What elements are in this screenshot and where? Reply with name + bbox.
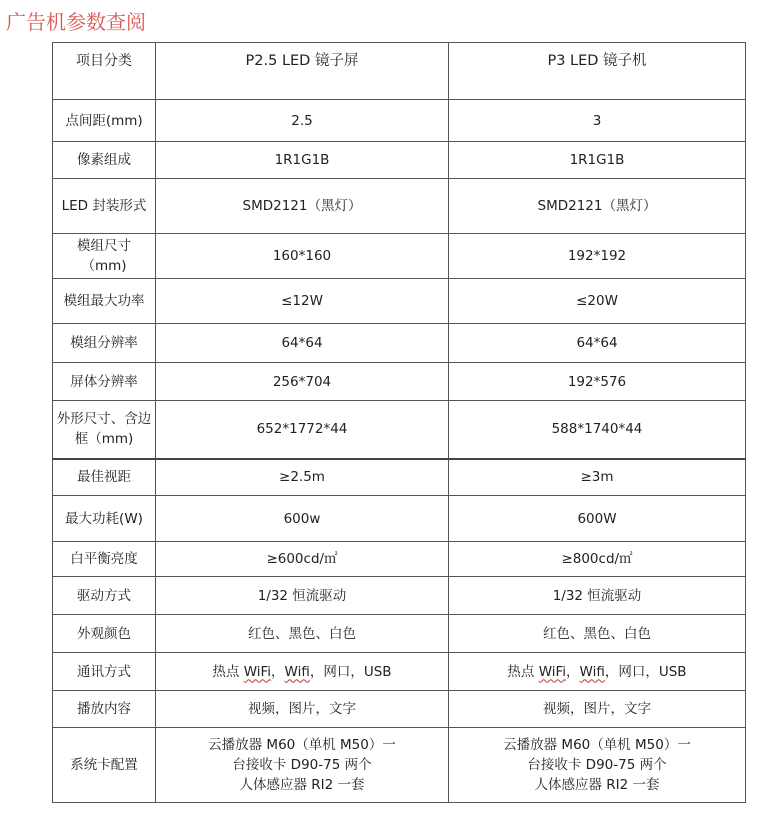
- header-col-p25: P2.5 LED 镜子屏: [156, 43, 449, 100]
- row-value-p3: 3: [449, 100, 746, 142]
- table-row: [53, 542, 746, 577]
- system-card-line: 云播放器 M60（单机 M50）一: [503, 737, 691, 753]
- row-label: LED 封装形式: [53, 179, 156, 234]
- row-value-p25: [156, 653, 449, 691]
- row-value-p25: 红色、黑色、白色: [156, 615, 449, 653]
- system-card-line: 云播放器 M60（单机 M50）一: [208, 737, 396, 753]
- row-label: 模组分辨率: [53, 324, 156, 363]
- row-value-p3: [449, 653, 746, 691]
- row-value-p3: ≤20W: [449, 279, 746, 324]
- row-label: 像素组成: [53, 142, 156, 179]
- row-value-p25: 1R1G1B: [156, 142, 449, 179]
- table-header-row: [53, 43, 746, 100]
- table-row: [53, 496, 746, 542]
- row-value-p3: 64*64: [449, 324, 746, 363]
- row-value-p3: 红色、黑色、白色: [449, 615, 746, 653]
- table-row: [53, 234, 746, 279]
- row-value-p3: [449, 728, 746, 803]
- row-value-p25: 160*160: [156, 234, 449, 279]
- row-value-p3: SMD2121（黑灯）: [449, 179, 746, 234]
- table-row: [53, 100, 746, 142]
- row-label: 外形尺寸、含边框（mm): [53, 401, 156, 459]
- row-value-p25: ≤12W: [156, 279, 449, 324]
- row-value-p25: 256*704: [156, 363, 449, 401]
- row-value-p25: 652*1772*44: [156, 401, 449, 459]
- spec-table: [52, 42, 746, 803]
- row-value-p25: 1/32 恒流驱动: [156, 577, 449, 615]
- table-row: [53, 142, 746, 179]
- system-card-line: 人体感应器 RI2 一套: [239, 777, 365, 793]
- row-label: 模组最大功率: [53, 279, 156, 324]
- row-label: 模组尺寸（mm): [53, 234, 156, 279]
- row-value-p25: ≥600cd/㎡: [156, 542, 449, 577]
- row-value-p3: 192*576: [449, 363, 746, 401]
- row-value-p3: 视频，图片，文字: [449, 691, 746, 728]
- row-value-p3: ≥3m: [449, 459, 746, 496]
- row-value-p3: ≥800cd/㎡: [449, 542, 746, 577]
- system-card-line: 台接收卡 D90-75 两个: [232, 757, 372, 773]
- row-value-p25: 64*64: [156, 324, 449, 363]
- row-value-p3: 588*1740*44: [449, 401, 746, 459]
- row-label: 外观颜色: [53, 615, 156, 653]
- page-title: 广告机参数查阅: [6, 10, 146, 34]
- row-value-p3: 1/32 恒流驱动: [449, 577, 746, 615]
- row-value-p25: 视频，图片，文字: [156, 691, 449, 728]
- comm-text: 热点 WiFi，Wifi，网口，USB: [507, 663, 687, 680]
- row-label: 系统卡配置: [53, 728, 156, 803]
- row-value-p3: 1R1G1B: [449, 142, 746, 179]
- header-col-p3: P3 LED 镜子机: [449, 43, 746, 100]
- table-row: [53, 401, 746, 459]
- table-row: [53, 691, 746, 728]
- table-row: [53, 363, 746, 401]
- row-value-p3: 192*192: [449, 234, 746, 279]
- row-label: 最大功耗(W): [53, 496, 156, 542]
- table-row: [53, 615, 746, 653]
- system-card-line: 台接收卡 D90-75 两个: [527, 757, 667, 773]
- table-row: [53, 179, 746, 234]
- table-row: [53, 324, 746, 363]
- row-value-p25: [156, 728, 449, 803]
- table-row: [53, 728, 746, 803]
- row-value-p25: ≥2.5m: [156, 459, 449, 496]
- row-label: 播放内容: [53, 691, 156, 728]
- row-value-p3: 600W: [449, 496, 746, 542]
- row-label: 驱动方式: [53, 577, 156, 615]
- row-value-p25: SMD2121（黑灯）: [156, 179, 449, 234]
- header-label: 项目分类: [53, 43, 156, 100]
- row-label: 通讯方式: [53, 653, 156, 691]
- table-row: [53, 459, 746, 496]
- table-row: [53, 653, 746, 691]
- comm-text: 热点 WiFi，Wifi，网口，USB: [212, 663, 392, 680]
- table-row: [53, 279, 746, 324]
- table-row: [53, 577, 746, 615]
- row-value-p25: 600w: [156, 496, 449, 542]
- row-label: 最佳视距: [53, 459, 156, 496]
- row-label: 点间距(mm): [53, 100, 156, 142]
- row-label: 白平衡亮度: [53, 542, 156, 577]
- row-value-p25: 2.5: [156, 100, 449, 142]
- system-card-line: 人体感应器 RI2 一套: [534, 777, 660, 793]
- row-label: 屏体分辨率: [53, 363, 156, 401]
